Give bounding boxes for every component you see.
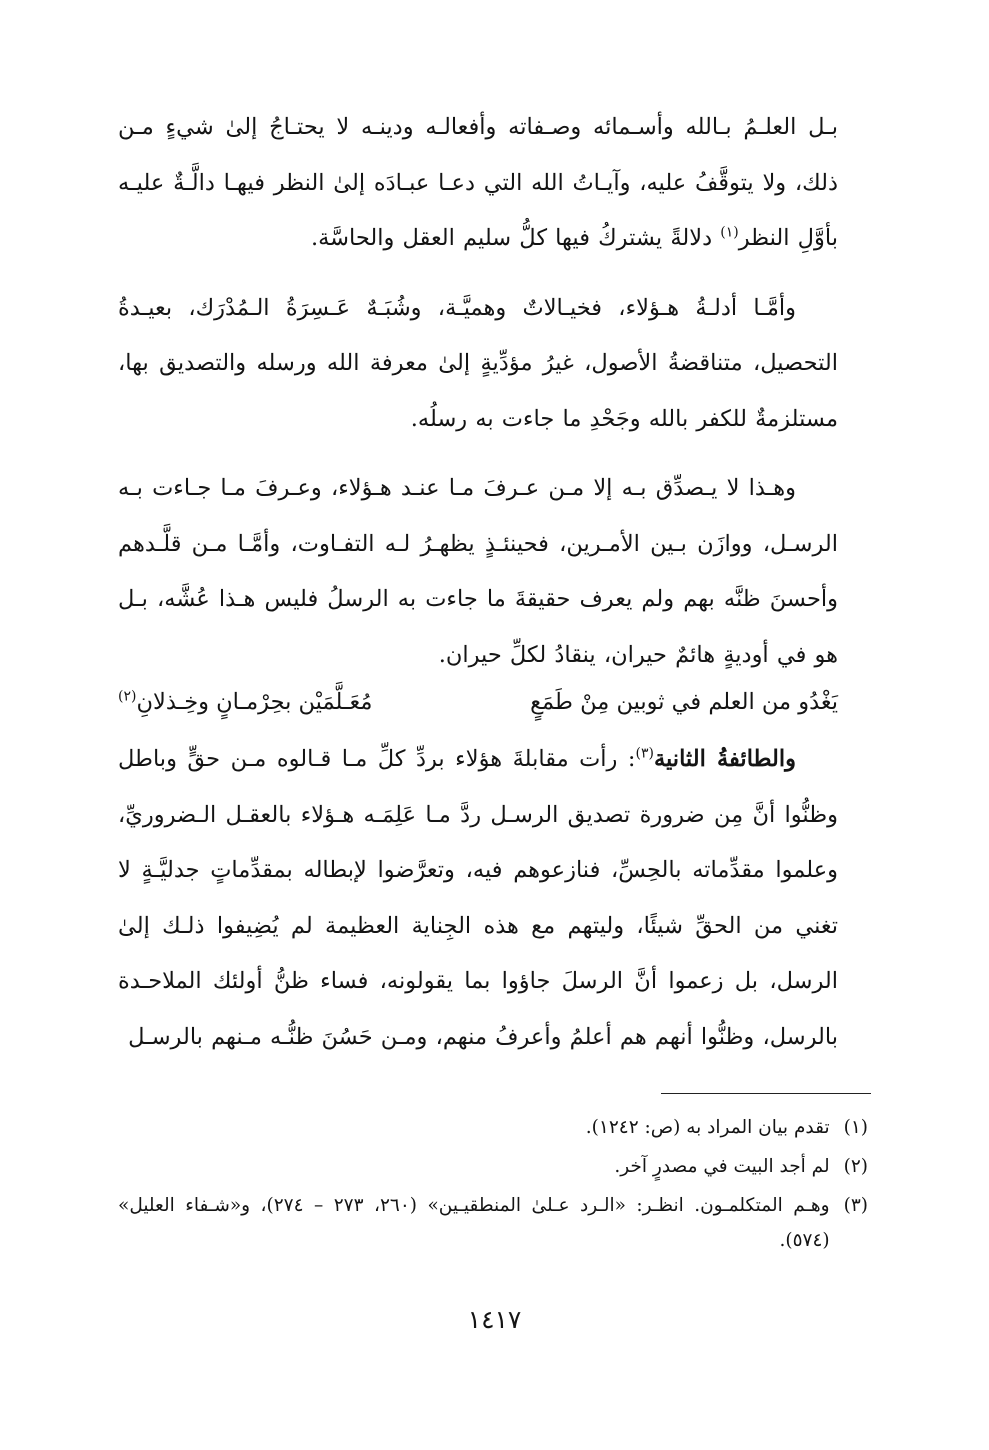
second-section: [118, 732, 838, 1079]
page-number: ١٤١٧: [467, 1305, 522, 1334]
footnote-2: [118, 1149, 868, 1184]
footnotes: [118, 1110, 868, 1262]
footnote-2-number: (٢): [843, 1156, 868, 1177]
paragraph-1: [118, 100, 838, 267]
footnote-3: [118, 1188, 868, 1258]
paragraph-3: [118, 461, 838, 683]
footnote-3-text: وهـم المتكلمـون. انظـر: «الـرد عـلىٰ المنطقيـين» (٢٦٠، ٢٧٣ – ٢٧٤)، و«شـفاء العليل» (٥٧٤).: [118, 1195, 830, 1251]
verse-second-hemistich-wrap: [118, 676, 372, 728]
footnote-1: [118, 1110, 868, 1145]
main-text: [118, 100, 838, 697]
paragraph-2: [118, 281, 838, 448]
footnote-1-text: تقدم بيان المراد به (ص: ١٢٤٢).: [585, 1117, 830, 1138]
paragraph-1-text: بـل العلـمُ بـالله وأسـمائه وصـفاته وأفعالـه ودينـه لا يحتـاجُ إلىٰ شيءٍ مـن ذلك، ولا يتوقَّفُ عليه، وآيـاتُ الله التي دعـا عبـادَه إلىٰ النظر فيهـا دالَّـةٌ عليـه بأوَّلِ النظر: [118, 114, 839, 251]
footnote-3-number: (٣): [843, 1195, 868, 1216]
paragraph-4-text: : رأت مقابلةَ هؤلاء بردِّ كلِّ مـا قـالوه مـن حقٍّ وباطل وظنُّوا أنَّ مِن ضرورة تصديق الرسـل ردَّ مـا عَلِمَـه هـؤلاء بالعقـل الـضروريِّ، وعلموا مقدِّماته بالحِسِّ، فنازعوهم فيه، وتعرَّضوا لإبطاله بمقدِّماتٍ جدليَّـةٍ لا تغني من الحقِّ شيئًا، وليتهم مع هذه الجِناية العظيمة لم يُضِيفوا ذلـك إلىٰ الرسل، بل زعموا أنَّ الرسلَ جاؤوا بما يقولونه، فساء ظنُّ أولئك الملاحـدة بالرسل، وظنُّوا أنهم هم أعلمُ وأعرفُ منهم، ومـن حَسُنَ ظنُّـه مـنهم بالرسـل: [118, 746, 838, 1050]
paragraph-3-text: وهـذا لا يـصدِّق بـه إلا مـن عـرفَ مـا عنـد هـؤلاء، وعـرفَ مـا جـاءت بـه الرسـل، ووازَن بـين الأمـرين، فحينئـذٍ يظهـرُ لـه التفـاوت، وأمَّـا مـن قلَّـدهم وأحسنَ ظنَّه بهم ولم يعرف حقيقةَ ما جاءت به الرسلُ فليس هـذا عُشَّه، بـل هو في أوديةٍ هائمٌ حيران، ينقادُ لكلِّ حيران.: [118, 475, 838, 668]
verse-first-hemistich: يَغْدُو من العلم في ثوبين مِنْ طَمَعٍ: [530, 689, 838, 715]
footnote-separator: [661, 1093, 871, 1094]
footnote-ref-1[interactable]: (١): [720, 224, 739, 241]
paragraph-2-text: وأمَّـا أدلـةُ هـؤلاء، فخيـالاتٌ وهميَّـة، وشُبَـهٌ عَـسِرَةُ الـمُدْرَك، بعيـدةُ التحصيل، متناقضةُ الأصول، غيرُ مؤدِّيةٍ إلىٰ معرفة الله ورسله والتصديق بها، مستلزمةٌ للكفر بالله وجَحْدِ ما جاءت به رسلُه.: [118, 294, 838, 432]
verse-second-hemistich: مُعَـلَّمَيْن بحِرْمـانٍ وخِـذلانِ: [136, 689, 373, 715]
footnote-2-text: لم أجد البيت في مصدرٍ آخر.: [614, 1156, 830, 1177]
footnote-ref-3[interactable]: (٣): [635, 745, 654, 762]
footnote-1-number: (١): [843, 1117, 868, 1138]
poetry-verse: [118, 676, 838, 728]
footnote-ref-2[interactable]: (٢): [118, 688, 137, 705]
paragraph-4: [118, 732, 838, 1065]
paragraph-1-text-after: دلالةً يشتركُ فيها كلُّ سليم العقل والحاسَّة.: [310, 225, 721, 251]
section-heading: والطائفةُ الثانية: [653, 746, 796, 772]
